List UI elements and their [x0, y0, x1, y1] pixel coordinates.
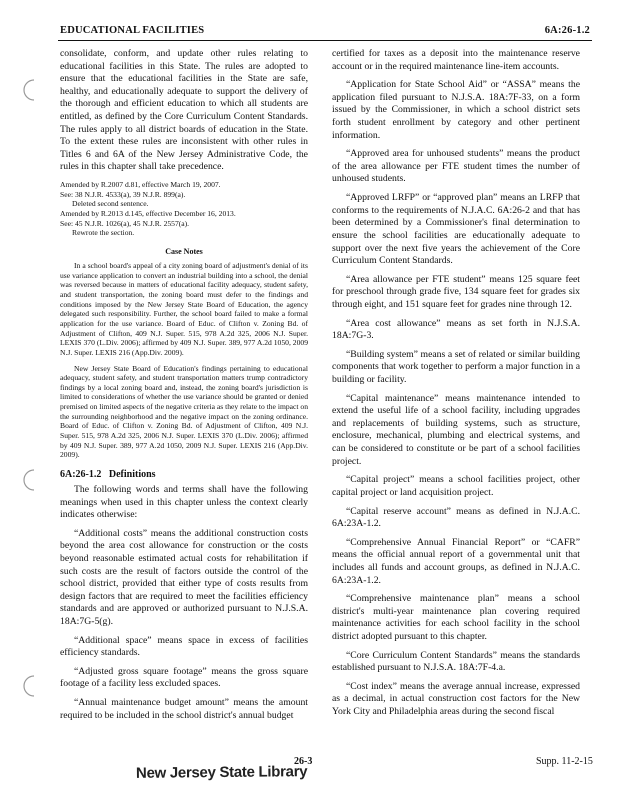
definition-capital-maintenance: “Capital maintenance” means maintenance intended to extend the useful life of a school facility, including upgrades and replacements of building systems, such as structure, enclosure, mechanical, plumbing and electrical systems, and can be considered to constitute or be part of a school facilities project. — [332, 392, 580, 467]
right-column — [332, 48, 580, 725]
case-notes-heading: Case Notes — [165, 246, 203, 256]
left-column — [60, 48, 308, 728]
definition-approved-area: “Approved area for unhoused students” means the product of the area allowance per FTE student times the number of unhoused students. — [332, 148, 580, 185]
binder-hole-icon — [18, 468, 42, 492]
header-title: EDUCATIONAL FACILITIES — [60, 25, 205, 36]
binder-hole-icon — [18, 674, 42, 698]
definition-additional-costs: “Additional costs” means the additional construction costs beyond the area cost allowance for construction or the costs beyond reasonable estimated actual costs for rehabilitation if such costs are the result of factors outside the control of the school district, provided that either type of costs results from design factors that are required to meet the facilities efficiency standards and are approved or authorized pursuant to N.J.S.A. 18A:7G-5(g). — [60, 527, 308, 627]
definition-area-allowance: “Area allowance per FTE student” means 125 square feet for preschool through grade five, 134 square feet for grades six through eight, and 151 square feet for grades nine through 12. — [332, 273, 580, 310]
continued-definition: certified for taxes as a deposit into the maintenance reserve account or in the required maintenance line-item accounts. — [332, 48, 580, 72]
definition-area-cost-allowance: “Area cost allowance” means as set forth in N.J.S.A. 18A:7G-3. — [332, 317, 580, 342]
definition-capital-reserve: “Capital reserve account” means as defined in N.J.A.C. 6A:23A-1.2. — [332, 505, 580, 530]
case-note: New Jersey State Board of Education's findings pertaining to educational adequacy, student safety, and student transportation matters trump contradictory findings by a local zoning board and, instead, the zoning board's jurisdiction is limited to considerations of whether the use variance should be granted or denied premised on limited aspects of the negative criteria as they relate to the impact on the surrounding neighborhood and the negative impact on the zoning ordinance. Board of Educ. of Clifton v. Zoning Bd. of Adjustment of Clifton, 409 N.J. Super. 515, 978 A.2d 325, 2006 N.J. Super. LEXIS 370 (L.Div. 2006); affirmed by 409 N.J. Super. 389, 977 A.2d 1050, 2009 N.J. Super. LEXIS 216 (App.Div. 2009). — [60, 363, 308, 460]
definition-approved-lrfp: “Approved LRFP” or “approved plan” means an LRFP that conforms to the requirements of N.J.A.C. 6A:26-2 and that has been determined by a Commissioner's final determination to ensure the school facilities are educationally adequate to support over the next five years the achievement of the Core Curriculum Content Standards. — [332, 192, 580, 267]
amendment-see: See: 45 N.J.R. 1026(a), 45 N.J.R. 2557(a). — [60, 218, 190, 228]
definition-capital-project: “Capital project” means a school facilities project, other capital project or land acquisition project. — [332, 474, 580, 498]
definition-assa: “Application for State School Aid” or “ASSA” means the application filed pursuant to N.J.S.A. 18A:7F-33, on a form issued by the Commissioner, in which a school district sets forth student enrollment by category and other pertinent information. — [332, 79, 580, 141]
definition-cost-index: “Cost index” means the average annual increase, expressed as a decimal, in actual construction cost factors for the New York City and Philadelphia areas during the second fiscal — [332, 680, 580, 718]
amendment-description: Rewrote the section. — [72, 228, 135, 238]
definition-adjusted-gross-square-footage: “Adjusted gross square footage” means the gross square footage of a facility less excluded spaces. — [60, 665, 308, 690]
definition-comprehensive-maintenance-plan: “Comprehensive maintenance plan” means a school district's multi-year maintenance plan covering required maintenance activities for each school facility in the school district adopted pursuant to this chapter. — [332, 593, 580, 642]
history-notes — [60, 180, 308, 460]
definition-annual-maintenance-budget: “Annual maintenance budget amount” means the amount required to be included in the school district's annual budget — [60, 697, 308, 721]
running-header — [58, 24, 592, 41]
intro-paragraph: consolidate, conform, and update other rules relating to educational facilities in this State. The rules are adopted to ensure that the educational facilities in the State are safe, healthy, and educationally adequate to support the delivery of the thorough and efficient education to which all students are entitled, as defined by the Core Curriculum Content Standards. The rules apply to all district boards of education in the State. To the extent these rules are inconsistent with other rules in Titles 6 and 6A of the New Jersey Administrative Code, the rules in this chapter shall take precedence. — [60, 48, 308, 173]
amendment-see: See: 38 N.J.R. 4533(a), 39 N.J.R. 899(a). — [60, 189, 186, 199]
page-number: 26-3 — [294, 756, 313, 767]
definition-additional-space: “Additional space” means space in excess of facilities efficiency standards. — [60, 634, 308, 659]
binder-hole-icon — [18, 78, 42, 102]
definitions-intro: The following words and terms shall have the following meanings when used in this chapter unless the context clearly indicates otherwise: — [60, 483, 308, 521]
definition-cccs: “Core Curriculum Content Standards” means the standards established pursuant to N.J.S.A. 18A:7F-4.a. — [332, 649, 580, 674]
library-stamp: New Jersey State Library — [135, 763, 308, 782]
case-note: In a school board's appeal of a city zoning board of adjustment's denial of its use variance application to convert an industrial building into a school, the denial was reversed because in matters of educational facility adequacy, student safety, and student transportation, the zoning board must defer to the findings and conditions imposed by the New Jersey State Board of Education, the agency delegated such responsibility. Further, the school board failed to make a formal application for the use variance. Board of Educ. of Clifton v. Zoning Bd. of Adjustment of Clifton, 409 N.J. Super. 515, 978 A.2d 325, 2006 N.J. Super. LEXIS 370 (L.Div. 2006); affirmed by 409 N.J. Super. 389, 977 A.2d 1050, 2009 N.J. Super. LEXIS 216 (App.Div. 2009). — [60, 261, 308, 357]
section-heading: 6A:26-1.2 Definitions — [60, 468, 156, 480]
definition-building-system: “Building system” means a set of related or similar building components that work together to perform a major function in a building or facility. — [332, 348, 580, 386]
definition-cafr: “Comprehensive Annual Financial Report” or “CAFR” means the official annual report of a governmental unit that includes all funds and account groups, as defined in N.J.A.C. 6A:23A-1.2. — [332, 536, 580, 586]
supplement-date: Supp. 11-2-15 — [536, 756, 593, 767]
amendment-note: Amended by R.2013 d.145, effective December 16, 2013. — [60, 209, 236, 219]
header-section-code: 6A:26-1.2 — [544, 25, 590, 36]
amendment-description: Deleted second sentence. — [72, 199, 149, 209]
amendment-note: Amended by R.2007 d.81, effective March 19, 2007. — [60, 180, 221, 190]
